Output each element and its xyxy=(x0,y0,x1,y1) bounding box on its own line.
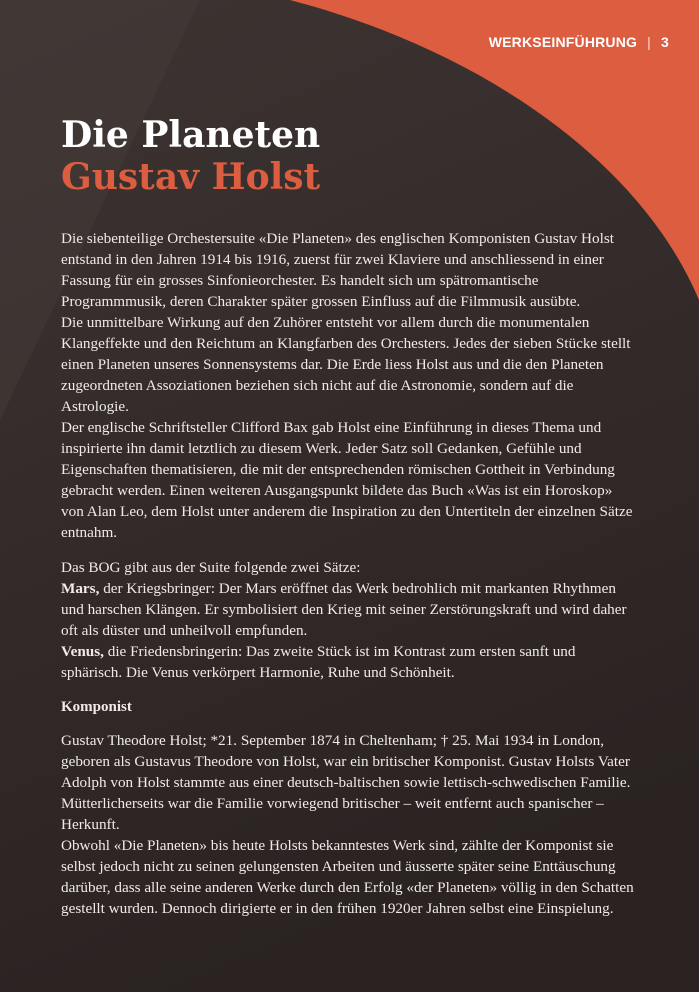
composer-paragraph: Obwohl «Die Planeten» bis heute Holsts bekanntestes Werk sind, zählte der Komponist sie selbst jedoch nicht zu seinen gelungensten Arbeiten und äusserte später seine Enttäuschung darüber, dass alle seine anderen Werke durch den Erfolg «der Planeten» völlig in den Schatten gestellt wurden. Dennoch dirigierte er in den frühen 1920er Jahren selbst eine Einspielung. xyxy=(61,837,634,917)
page-title: Die Planeten xyxy=(61,114,321,156)
header-separator: | xyxy=(647,34,651,50)
composer-heading: Komponist xyxy=(61,699,132,715)
intro-paragraph: Die unmittelbare Wirkung auf den Zuhörer entsteht vor allem durch die monumentalen Klangeffekte und den Reichtum an Klangfarben des Orchesters. Jedes der sieben Stücke stellt einen Planeten unseres Sonnensystems dar. Die Erde liess Holst aus und die den Planeten zugeordneten Assoziationen beziehen sich nicht auf die Astronomie, sondern auf die Astrologie. xyxy=(61,314,631,415)
title-block xyxy=(61,114,320,198)
page-header xyxy=(489,34,669,50)
intro-paragraph: Der englische Schriftsteller Clifford Bax gab Holst eine Einführung in dieses Thema und inspirierte ihn damit letztlich zu diesem Werk. Jeder Satz soll Gedanken, Gefühle und Eigenschaften thematisieren, die mit der entsprechenden römischen Gottheit in Verbindung gebracht werden. Einen weiteren Ausgangspunkt bildete das Buch «Was ist ein Horoskop» von Alan Leo, dem Holst unter anderem die Inspiration zu den Untertiteln der einzelnen Sätze entnahm. xyxy=(61,419,633,541)
section-label: WERKSEINFÜHRUNG xyxy=(488,34,638,50)
page-subtitle: Gustav Holst xyxy=(61,156,321,198)
composer-paragraph: Gustav Theodore Holst; *21. September 1874 in Cheltenham; † 25. Mai 1934 in London, geboren als Gustavus Theodore von Holst, war ein britischer Komponist. Gustav Holsts Vater Adolph von Holst stammte aus einer deutsch-baltischen sowie lettisch-schwedischen Familie. Mütterlicherseits war die Familie vorwiegend britischer – weit entfernt auch spanischer – Herkunft. xyxy=(61,732,631,833)
intro-paragraph: Die siebenteilige Orchestersuite «Die Planeten» des englischen Komponisten Gustav Holst entstand in den Jahren 1914 bis 1916, zuerst für zwei Klaviere und anschliessend in einer Fassung für ein grosses Sinfonieorchester. Es handelt sich um spätromantische Programmmusik, deren Charakter später grossen Einfluss auf die Filmmusik ausübte. xyxy=(61,230,614,310)
movement-text: die Friedensbringerin: Das zweite Stück ist im Kontrast zum ersten sanft und sphärisch. Die Venus verkörpert Harmonie, Ruhe und Schönheit. xyxy=(61,643,576,681)
page-number: 3 xyxy=(661,34,669,50)
body-content xyxy=(61,228,637,919)
movement-name: Venus, xyxy=(61,643,104,660)
movement-text: der Kriegsbringer: Der Mars eröffnet das Werk bedrohlich mit markanten Rhythmen und harschen Klängen. Er symbolisiert den Krieg mit seiner Zerstörungskraft und wird daher oft als düster und unheilvoll empfunden. xyxy=(61,580,627,639)
movement-mars xyxy=(61,578,637,641)
movement-venus xyxy=(61,641,637,683)
movement-name: Mars, xyxy=(61,580,100,597)
movements-intro: Das BOG gibt aus der Suite folgende zwei Sätze: xyxy=(61,559,361,576)
